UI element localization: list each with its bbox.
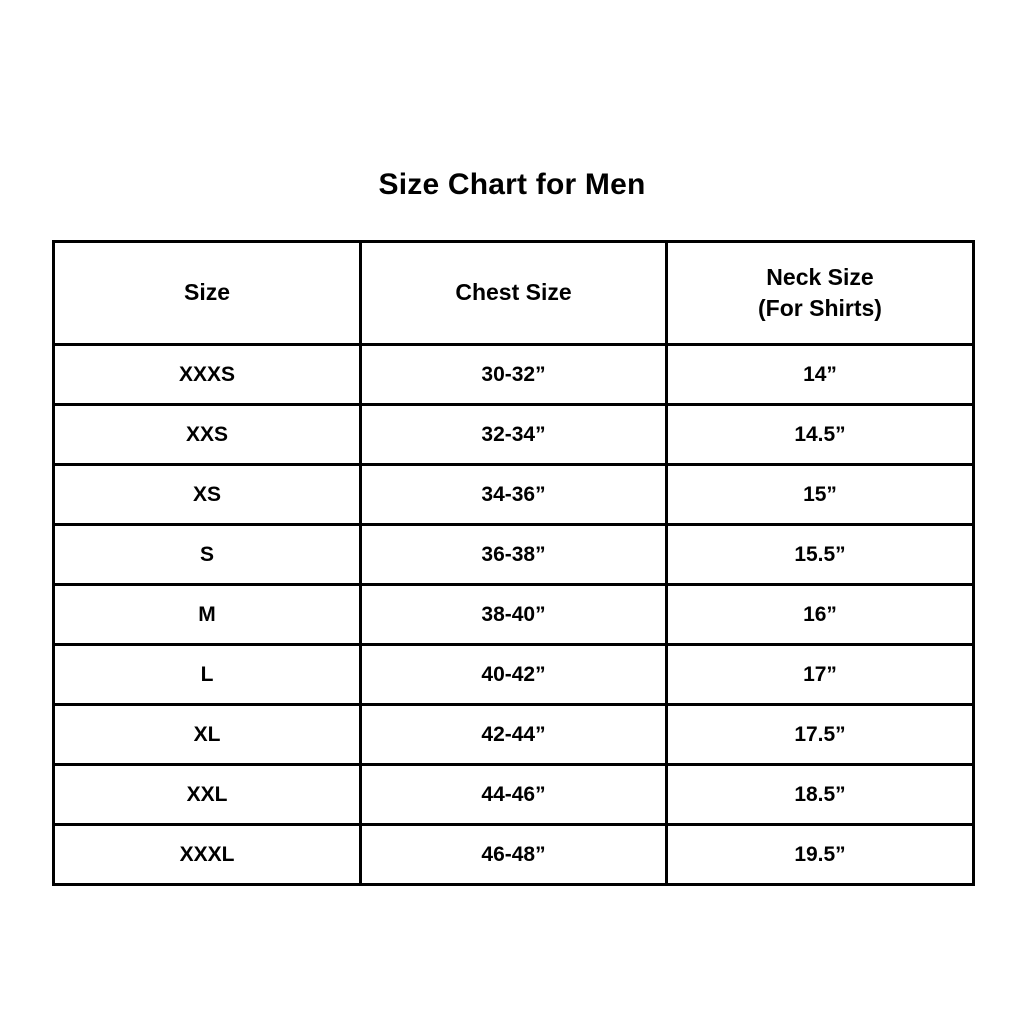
cell-chest: 46-48”	[361, 825, 667, 885]
cell-neck: 17.5”	[667, 705, 974, 765]
cell-size: XXL	[54, 765, 361, 825]
size-table	[52, 240, 975, 886]
cell-size: M	[54, 585, 361, 645]
cell-size: XXXL	[54, 825, 361, 885]
column-header-chest-label: Chest Size	[455, 279, 572, 306]
column-header-size	[54, 242, 361, 345]
cell-size: S	[54, 525, 361, 585]
table-row	[54, 765, 974, 825]
cell-neck: 15”	[667, 465, 974, 525]
page-title: Size Chart for Men	[378, 168, 646, 201]
cell-size: XS	[54, 465, 361, 525]
table-row	[54, 465, 974, 525]
cell-neck: 15.5”	[667, 525, 974, 585]
table-header-row	[54, 242, 974, 345]
cell-neck: 14.5”	[667, 405, 974, 465]
cell-chest: 34-36”	[361, 465, 667, 525]
size-table-container	[52, 240, 972, 886]
cell-neck: 18.5”	[667, 765, 974, 825]
cell-chest: 32-34”	[361, 405, 667, 465]
cell-neck: 17”	[667, 645, 974, 705]
table-row	[54, 345, 974, 405]
cell-chest: 36-38”	[361, 525, 667, 585]
cell-chest: 30-32”	[361, 345, 667, 405]
cell-chest: 44-46”	[361, 765, 667, 825]
table-row	[54, 825, 974, 885]
cell-neck: 14”	[667, 345, 974, 405]
table-header	[54, 242, 974, 345]
table-row	[54, 645, 974, 705]
cell-size: L	[54, 645, 361, 705]
column-header-neck-sublabel: (For Shirts)	[758, 295, 882, 321]
cell-neck: 16”	[667, 585, 974, 645]
cell-chest: 38-40”	[361, 585, 667, 645]
column-header-size-label: Size	[183, 279, 231, 306]
column-header-neck-label: Neck Size	[766, 263, 874, 290]
table-row	[54, 525, 974, 585]
table-body	[54, 345, 974, 885]
cell-size: XL	[54, 705, 361, 765]
table-row	[54, 405, 974, 465]
table-row	[54, 705, 974, 765]
table-row	[54, 585, 974, 645]
column-header-chest	[361, 242, 667, 345]
cell-chest: 42-44”	[361, 705, 667, 765]
cell-neck: 19.5”	[667, 825, 974, 885]
cell-size: XXS	[54, 405, 361, 465]
column-header-neck	[667, 242, 974, 345]
cell-chest: 40-42”	[361, 645, 667, 705]
cell-size: XXXS	[54, 345, 361, 405]
